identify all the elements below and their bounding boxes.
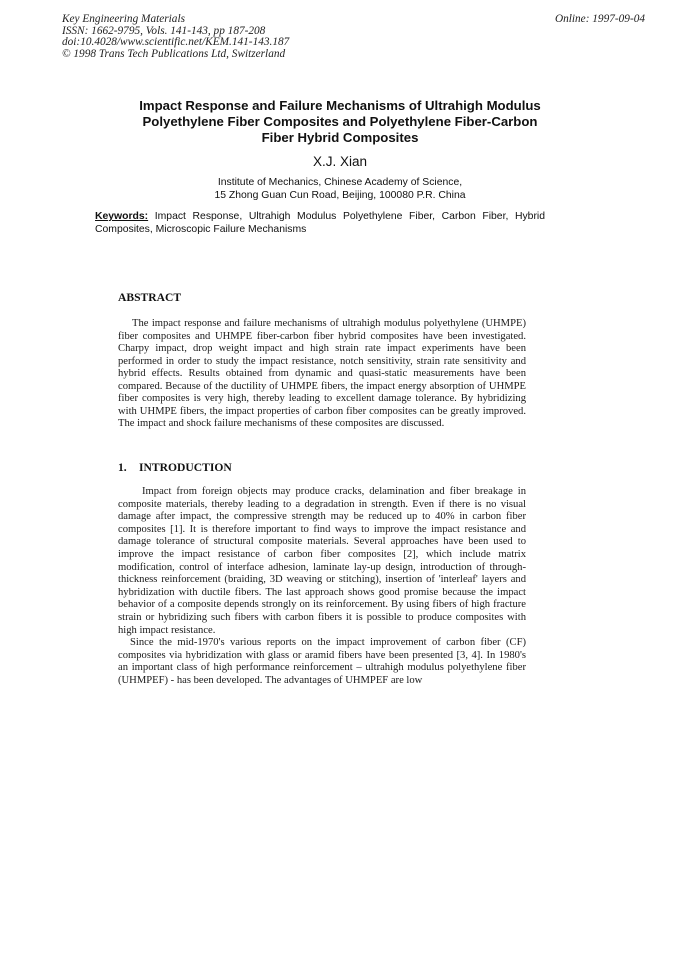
doi-line: doi:10.4028/www.scientific.net/KEM.141-143.187 <box>62 36 290 48</box>
author-name: X.J. Xian <box>312 154 368 169</box>
section-number: 1. <box>118 461 127 474</box>
title-line: Impact Response and Failure Mechanisms of Ultrahigh Modulus <box>139 98 541 113</box>
paragraph: Since the mid-1970's various reports on the impact improvement of carbon fiber (CF) composites via hybridization with glass or aramid fibers have been presented [3, 4]. In 1980's an important class of high performance reinforcement – ultrahigh modulus polyethylene fiber (UHMPEF) - has been developed. The advantages of UHMPEF are low <box>118 637 526 686</box>
section-title: INTRODUCTION <box>139 461 232 474</box>
introduction-heading <box>118 461 232 474</box>
issn-line: ISSN: 1662-9795, Vols. 141-143, pp 187-208 <box>62 24 266 37</box>
affiliation-line: 15 Zhong Guan Cun Road, Beijing, 100080 P.R. China <box>214 190 466 201</box>
abstract-heading: ABSTRACT <box>118 291 182 304</box>
title-line: Fiber Hybrid Composites <box>261 130 419 145</box>
affiliation-line: Institute of Mechanics, Chinese Academy of Science, <box>217 177 463 188</box>
keywords-label: Keywords: <box>95 211 149 222</box>
paper-title <box>95 98 585 146</box>
paragraph: Impact from foreign objects may produce cracks, delamination and fiber breakage in composite materials, thereby leading to a degradation in strength. Even if there is no visual damage after impact, the compressive strength may be reduced up to 40% in carbon fiber composites [1]. It is therefore important to find ways to improve the impact resistance and damage tolerance of structural composite materials. Several approaches have been used to improve the impact resistance of carbon fiber composites [2], which include matrix modification, control of interface adhesion, laminate lay-up design, introduction of through-thickness reinforcement (braiding, 3D weaving or stitching), insertion of 'interleaf' layers and hybridization with ductile fibers. The last approach shows good promise because the impact behavior of a composite depends strongly on its reinforcement. By using fibers of high fracture strain or hybridizing such fibers with carbon fibers it is possible to produce composites with high impact resistance. <box>118 486 526 636</box>
abstract-text: The impact response and failure mechanisms of ultrahigh modulus polyethylene (UHMPE) fiber composites and UHMPE fiber-carbon fiber hybrid composites have been investigated. Charpy impact, drop weight impact and high strain rate impact experiments have been performed in order to study the impact resistance, notch sensitivity, strain rate sensitivity and hybrid effects. Results obtained from dynamic and quasi-static measurements have been compared. Because of the ductility of UHMPE fibers, the impact energy absorption of UHMPE fiber composites is very high, thereby leading to excellent damage tolerance. By hybridizing with UHMPE fibers, the impact properties of carbon fiber composites can be greatly improved. The impact and shock failure mechanisms of these composites are discussed. <box>118 318 526 429</box>
journal-header <box>62 14 289 60</box>
title-line: Polyethylene Fiber Composites and Polyethylene Fiber-Carbon <box>142 114 538 129</box>
online-date: Online: 1997-09-04 <box>554 13 645 25</box>
journal-name: Key Engineering Materials <box>62 13 185 25</box>
keywords-block <box>95 211 545 236</box>
keywords-text: Impact Response, Ultrahigh Modulus Polyethylene Fiber, Carbon Fiber, Hybrid Composites, Microscopic Failure Mechanisms <box>95 211 545 235</box>
introduction-body <box>118 486 526 688</box>
copyright-line: © 1998 Trans Tech Publications Ltd, Switzerland <box>62 47 286 60</box>
affiliation <box>95 176 585 202</box>
